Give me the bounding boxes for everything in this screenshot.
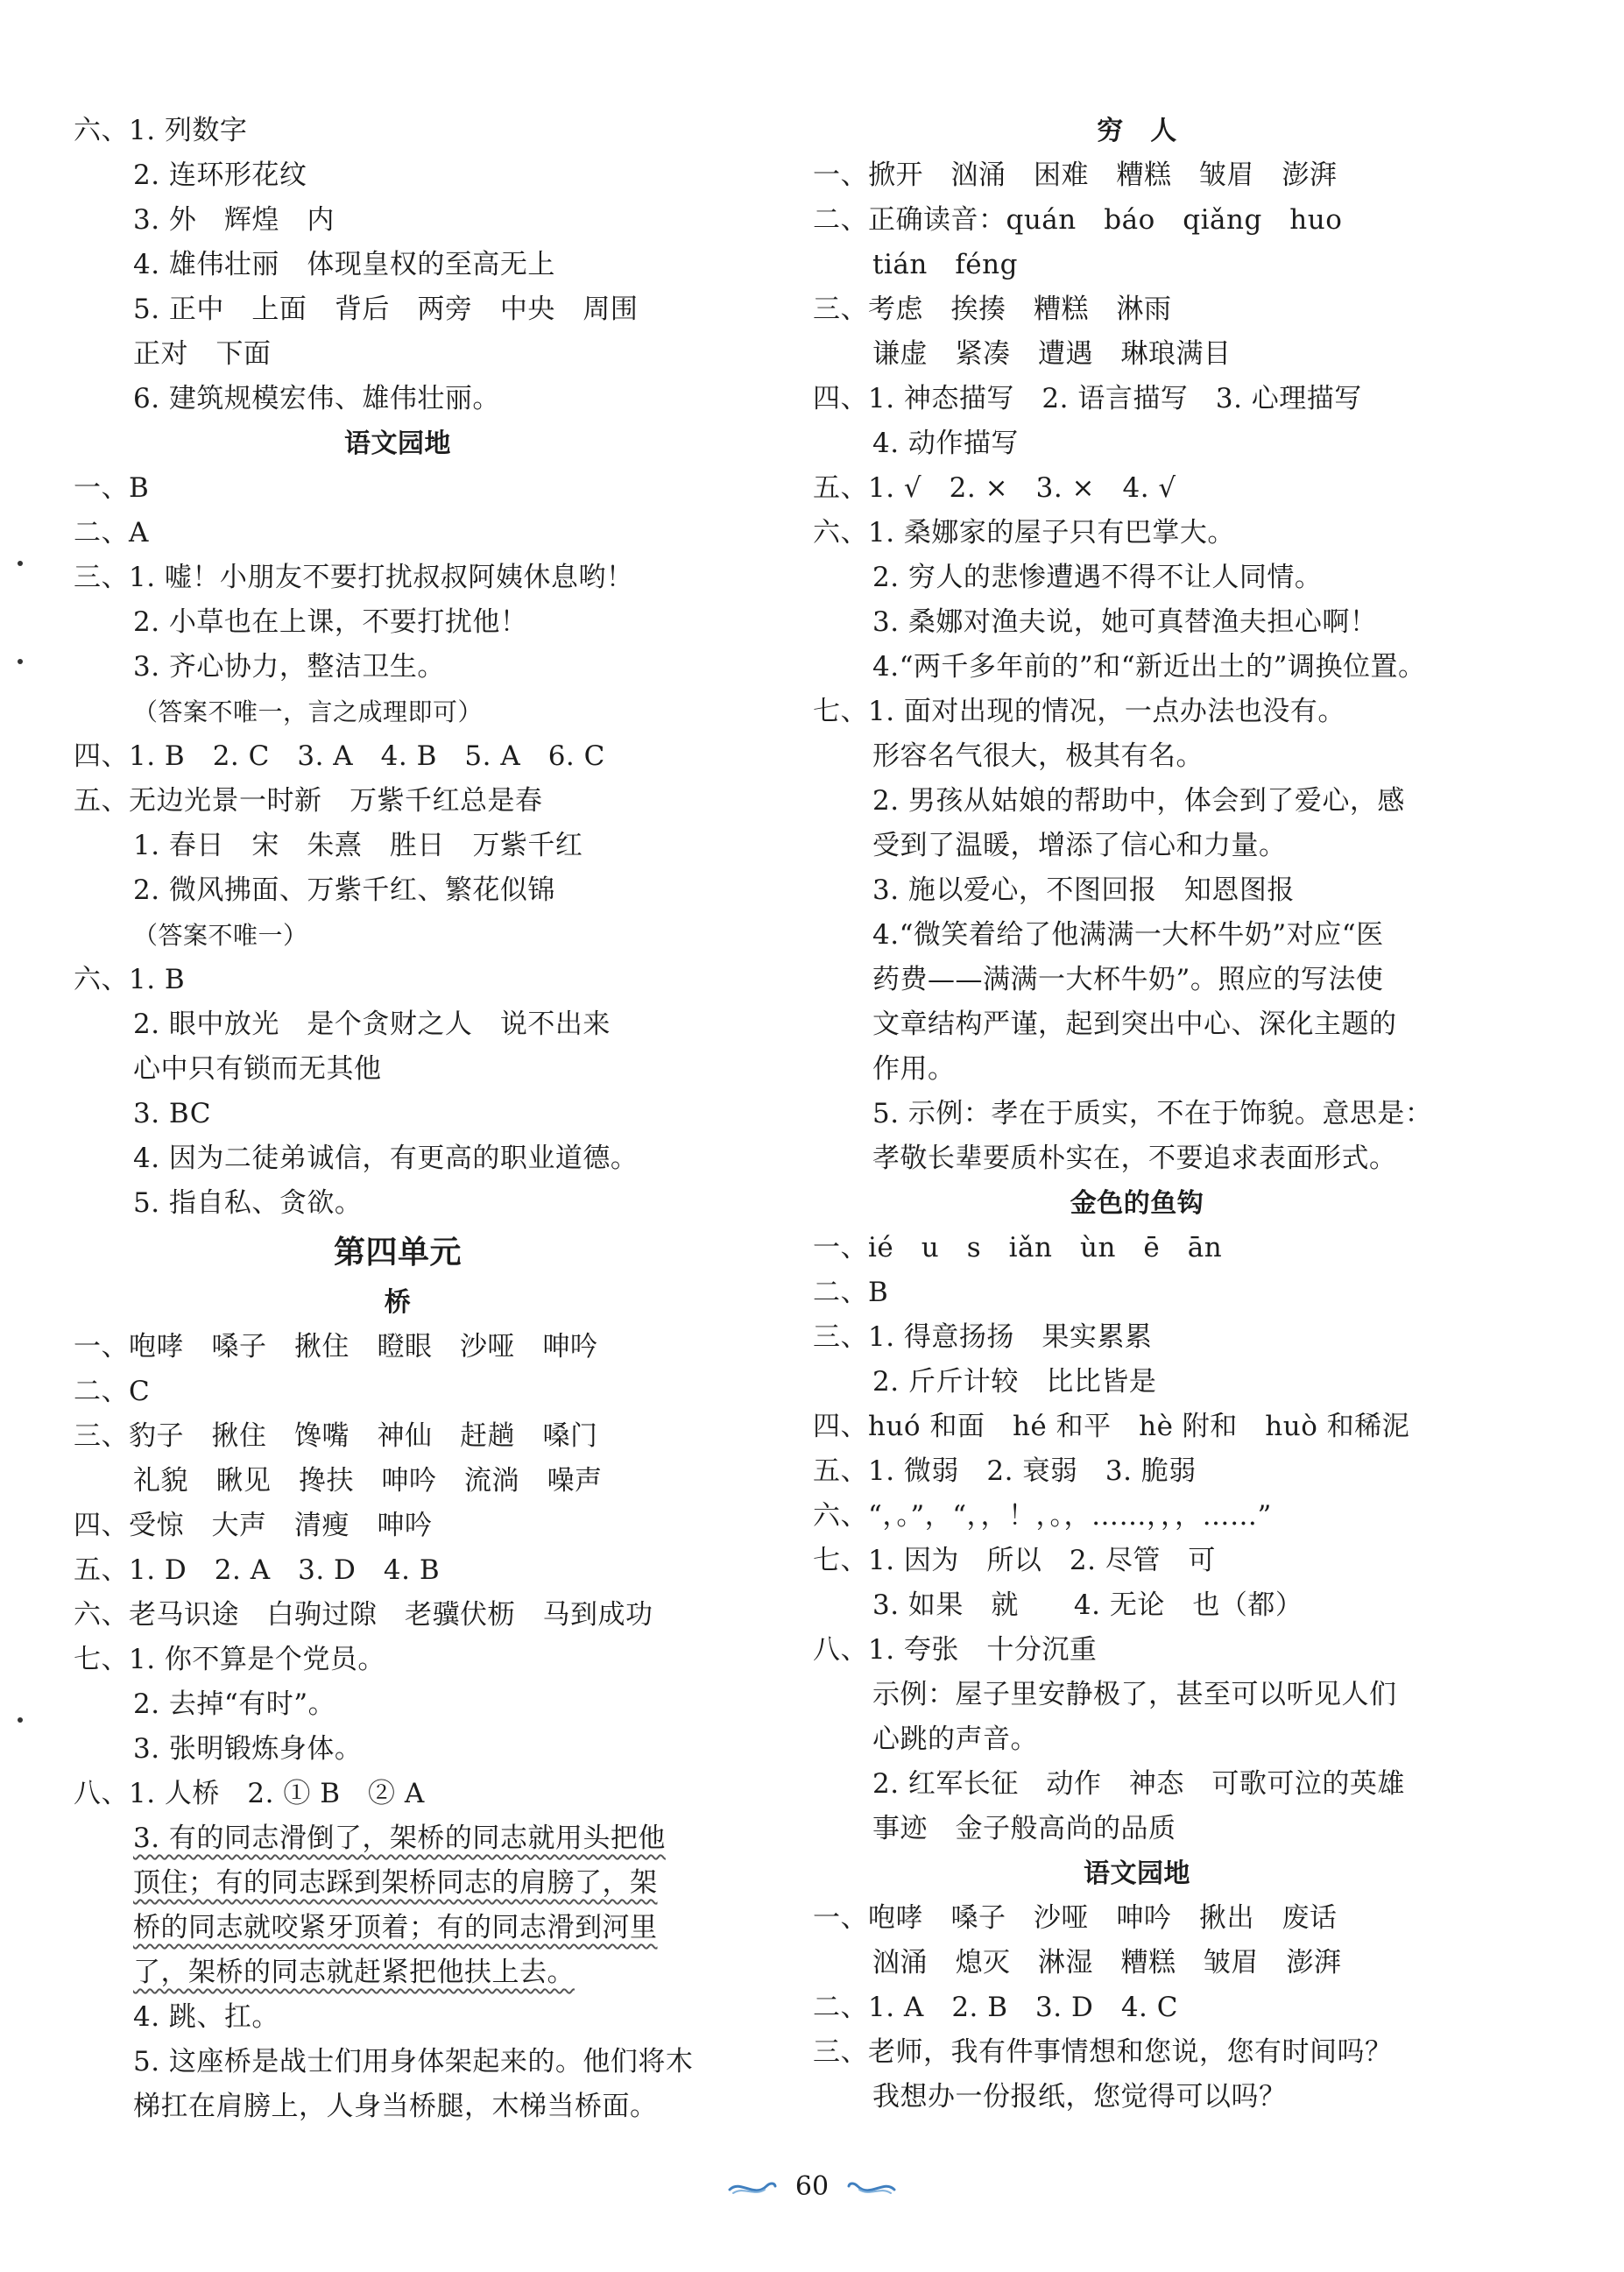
answer-line: 4. 因为二徒弟诚信，有更高的职业道德。 xyxy=(133,1143,639,1174)
section-heading: 金色的鱼钩 xyxy=(1070,1188,1204,1219)
answer-line: 3. BC xyxy=(133,1098,212,1129)
answer-line: 汹涌 熄灭 淋湿 糟糕 皱眉 澎湃 xyxy=(872,1947,1342,1978)
answer-line: 五、1. √ 2. × 3. × 4. √ xyxy=(813,472,1176,504)
right-ornament-icon xyxy=(847,2177,896,2197)
answer-line: 2. 穷人的悲惨遭遇不得不让人同情。 xyxy=(872,562,1323,593)
answer-line: 四、1. 神态描写 2. 语言描写 3. 心理描写 xyxy=(813,383,1362,414)
answer-line: 3. 张明锻炼身体。 xyxy=(133,1733,363,1765)
answer-line: 谦虚 紧凑 遭遇 琳琅满目 xyxy=(872,338,1232,370)
answer-line: 六、1. B xyxy=(74,964,186,995)
left-column xyxy=(74,109,722,2129)
answer-line: 我想办一份报纸，您觉得可以吗？ xyxy=(872,2081,1287,2113)
answer-line: 六、老马识途 白驹过隙 老骥伏枥 马到成功 xyxy=(74,1599,653,1631)
answer-line: 桥的同志就咬紧牙顶着；有的同志滑到河里 xyxy=(133,1912,658,1943)
answer-line: 5. 指自私、贪欲。 xyxy=(133,1187,363,1219)
scan-speck xyxy=(18,561,23,566)
answer-line: 4.“两千多年前的”和“新近出土的”调换位置。 xyxy=(872,651,1426,683)
answer-line: 5. 正中 上面 背后 两旁 中央 周围 xyxy=(133,294,639,325)
page-number: 60 xyxy=(794,2171,830,2202)
answer-line: 六、“，。”，“，，！，。，……，，，……” xyxy=(813,1500,1272,1532)
answer-line: 心中只有锁而无其他 xyxy=(133,1053,382,1085)
answer-line: 四、huó 和面 hé 和平 hè 附和 huò 和稀泥 xyxy=(813,1411,1410,1442)
answer-line: 七、1. 面对出现的情况，一点办法也没有。 xyxy=(813,696,1345,727)
answer-line: 一、ié u s iǎn ùn ē ān xyxy=(813,1232,1223,1263)
answer-line: 1. 春日 宋 朱熹 胜日 万紫千红 xyxy=(133,830,583,861)
answer-line: 二、B xyxy=(813,1277,889,1308)
answer-line: 3. 有的同志滑倒了，架桥的同志就用头把他 xyxy=(133,1823,666,1854)
answer-line: 二、正确读音：quán báo qiǎng huo xyxy=(813,204,1343,236)
scan-speck xyxy=(18,1717,23,1723)
answer-line: 礼貌 瞅见 搀扶 呻吟 流淌 噪声 xyxy=(133,1465,603,1497)
scan-speck xyxy=(18,659,23,664)
answer-note: （答案不唯一，言之成理即可） xyxy=(133,697,484,726)
answer-line: 事迹 金子般高尚的品质 xyxy=(872,1813,1176,1844)
answer-line: 六、1. 桑娜家的屋子只有巴掌大。 xyxy=(813,517,1235,549)
answer-line: 一、咆哮 嗓子 揪住 瞪眼 沙哑 呻吟 xyxy=(74,1331,598,1362)
answer-line: 五、1. D 2. A 3. D 4. B xyxy=(74,1554,441,1586)
answer-line: 二、A xyxy=(74,517,149,549)
section-heading: 语文园地 xyxy=(1084,1858,1190,1889)
answer-line: 3. 外 辉煌 内 xyxy=(133,204,335,236)
answer-line: 2. 小草也在上课，不要打扰他！ xyxy=(133,606,528,638)
section-heading: 穷 人 xyxy=(1097,116,1177,146)
answer-line: 五、无边光景一时新 万紫千红总是春 xyxy=(74,785,543,817)
answer-line: 受到了温暖，增添了信心和力量。 xyxy=(872,830,1287,861)
answer-line: 六、1. 列数字 xyxy=(74,115,248,146)
answer-line: 三、1. 得意扬扬 果实累累 xyxy=(813,1321,1153,1353)
answer-line: 4.“微笑着给了他满满一大杯牛奶”对应“医 xyxy=(872,919,1384,951)
answer-line: 一、咆哮 嗓子 沙哑 呻吟 揪出 废话 xyxy=(813,1902,1338,1934)
right-column xyxy=(813,109,1461,2120)
answer-line: 四、1. B 2. C 3. A 4. B 5. A 6. C xyxy=(74,740,605,772)
answer-line: 二、1. A 2. B 3. D 4. C xyxy=(813,1992,1178,2023)
answer-line: 3. 施以爱心，不图回报 知恩图报 xyxy=(872,874,1295,906)
unit-heading: 第四单元 xyxy=(333,1235,462,1270)
answer-line: 2. 眼中放光 是个贪财之人 说不出来 xyxy=(133,1009,611,1040)
answer-line: 作用。 xyxy=(872,1053,956,1085)
answer-line: 4. 跳、扛。 xyxy=(133,2001,279,2033)
answer-line: 梯扛在肩膀上，人身当桥腿，木梯当桥面。 xyxy=(133,2091,658,2122)
answer-line: tián féng xyxy=(872,249,1018,280)
answer-line: 正对 下面 xyxy=(133,338,272,370)
answer-line: 八、1. 夸张 十分沉重 xyxy=(813,1634,1098,1666)
answer-line: 3. 如果 就 4. 无论 也（都） xyxy=(872,1589,1303,1621)
answer-line: 2. 斤斤计较 比比皆是 xyxy=(872,1366,1157,1398)
answer-line: 一、B xyxy=(74,472,150,504)
answer-line: 三、豹子 揪住 馋嘴 神仙 赶趟 嗓门 xyxy=(74,1420,598,1452)
answer-line: 五、1. 微弱 2. 衰弱 3. 脆弱 xyxy=(813,1455,1197,1487)
answer-line: 文章结构严谨，起到突出中心、深化主题的 xyxy=(872,1009,1397,1040)
answer-line: 七、1. 因为 所以 2. 尽管 可 xyxy=(813,1545,1216,1576)
answer-line: 3. 齐心协力，整洁卫生。 xyxy=(133,651,445,683)
section-heading: 语文园地 xyxy=(344,428,451,459)
answer-line: 一、掀开 汹涌 困难 糟糕 皱眉 澎湃 xyxy=(813,159,1338,191)
answer-line: 6. 建筑规模宏伟、雄伟壮丽。 xyxy=(133,383,500,414)
answer-line: 二、C xyxy=(74,1376,151,1407)
answer-note: （答案不唯一） xyxy=(133,921,308,950)
answer-line: 2. 微风拂面、万紫千红、繁花似锦 xyxy=(133,874,555,906)
answer-line: 3. 桑娜对渔夫说，她可真替渔夫担心啊！ xyxy=(872,606,1378,638)
answer-line: 顶住；有的同志踩到架桥同志的肩膀了，架 xyxy=(133,1867,658,1899)
answer-line: 三、老师，我有件事情想和您说，您有时间吗？ xyxy=(813,2036,1393,2068)
answer-line: 四、受惊 大声 清瘦 呻吟 xyxy=(74,1510,433,1541)
answer-line: 三、考虑 挨揍 糟糕 淋雨 xyxy=(813,294,1172,325)
section-heading: 桥 xyxy=(384,1287,412,1318)
answer-line: 5. 示例：孝在于质实，不在于饰貌。意思是： xyxy=(872,1098,1433,1129)
answer-line: 2. 连环形花纹 xyxy=(133,159,307,191)
answer-line: 4. 雄伟壮丽 体现皇权的至高无上 xyxy=(133,249,555,280)
answer-line: 2. 去掉“有时”。 xyxy=(133,1688,336,1720)
answer-line: 七、1. 你不算是个党员。 xyxy=(74,1644,385,1675)
page-footer xyxy=(0,2171,1624,2202)
answer-line: 2. 红军长征 动作 神态 可歌可泣的英雄 xyxy=(872,1768,1405,1800)
answer-line: 八、1. 人桥 2. ① B ② A xyxy=(74,1778,425,1809)
answer-line: 示例：屋子里安静极了，甚至可以听见人们 xyxy=(872,1679,1397,1710)
answer-line: 5. 这座桥是战士们用身体架起来的。他们将木 xyxy=(133,2046,694,2077)
answer-line: 2. 男孩从姑娘的帮助中，体会到了爱心，感 xyxy=(872,785,1405,817)
answer-line: 了，架桥的同志就赶紧把他扶上去。 xyxy=(133,1957,575,1988)
answer-line: 孝敬长辈要质朴实在，不要追求表面形式。 xyxy=(872,1143,1397,1174)
answer-line: 形容名气很大，极其有名。 xyxy=(872,740,1204,772)
answer-line: 心跳的声音。 xyxy=(872,1723,1038,1755)
left-ornament-icon xyxy=(728,2177,777,2197)
answer-line: 4. 动作描写 xyxy=(872,428,1019,459)
answer-line: 药费——满满一大杯牛奶”。照应的写法使 xyxy=(872,964,1384,995)
answer-line: 三、1. 嘘！小朋友不要打扰叔叔阿姨休息哟！ xyxy=(74,562,634,593)
